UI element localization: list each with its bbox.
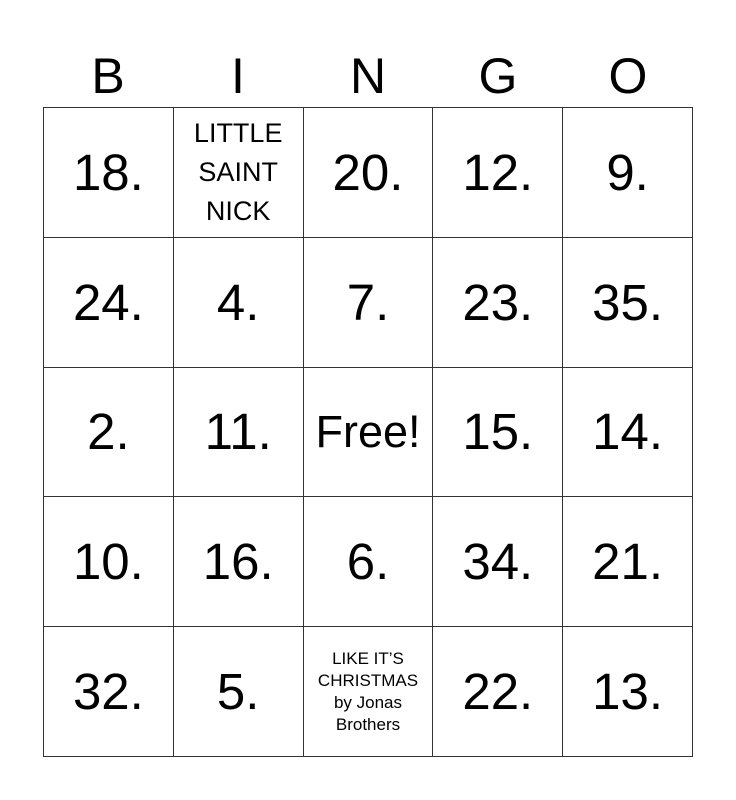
bingo-cell: [174, 627, 304, 757]
cell-text: 20.: [332, 143, 404, 201]
bingo-cell: [433, 497, 563, 627]
cell-text: 14.: [592, 403, 664, 461]
free-space-cell: [304, 368, 434, 498]
header-letter-n: N: [349, 48, 387, 104]
bingo-cell: [174, 108, 304, 238]
cell-text: 35.: [592, 273, 664, 331]
cell-text: 11.: [204, 403, 272, 461]
bingo-cell: [44, 108, 174, 238]
bingo-header: [43, 44, 693, 108]
cell-text: 12.: [462, 143, 534, 201]
header-letter-o: O: [608, 48, 648, 104]
bingo-cell: [44, 627, 174, 757]
cell-text: 5.: [216, 663, 260, 721]
bingo-cell: [44, 238, 174, 368]
cell-text: 34.: [462, 533, 534, 591]
cell-text: 10.: [72, 533, 144, 591]
bingo-cell: [174, 238, 304, 368]
header-letter-i: I: [231, 48, 245, 104]
cell-text: 15.: [462, 403, 534, 461]
bingo-cell: [44, 497, 174, 627]
bingo-cell: [174, 497, 304, 627]
cell-text: 6.: [346, 533, 390, 591]
cell-text: 7.: [346, 273, 390, 331]
cell-text: 23.: [462, 273, 534, 331]
cell-text: 13.: [592, 663, 664, 721]
bingo-cell: [563, 368, 693, 498]
bingo-cell: [433, 238, 563, 368]
cell-text: LITTLE SAINT NICK: [193, 117, 283, 226]
cell-text: 4.: [216, 273, 260, 331]
header-letter-b: B: [91, 48, 125, 104]
bingo-cell: [563, 238, 693, 368]
bingo-cell: [304, 238, 434, 368]
bingo-cell: [563, 108, 693, 238]
bingo-cell: [433, 368, 563, 498]
free-space-text: Free!: [315, 406, 421, 458]
cell-text: 24.: [72, 273, 144, 331]
bingo-cell: [563, 627, 693, 757]
bingo-cell: [304, 497, 434, 627]
bingo-cell: [174, 368, 304, 498]
bingo-cell: [304, 627, 434, 757]
cell-text: 22.: [462, 663, 534, 721]
cell-text: 16.: [202, 533, 274, 591]
bingo-cell: [44, 368, 174, 498]
cell-text: 21.: [592, 533, 664, 591]
bingo-cell: [563, 497, 693, 627]
cell-text: 9.: [606, 143, 649, 201]
cell-text: 2.: [87, 403, 130, 461]
cell-text: LIKE IT’S CHRISTMAS by Jonas Brothers: [317, 648, 419, 734]
bingo-grid: [43, 107, 693, 757]
cell-text: 32.: [72, 663, 144, 721]
bingo-cell: [304, 108, 434, 238]
header-letter-g: G: [478, 48, 518, 104]
cell-text: 18.: [72, 143, 144, 201]
bingo-cell: [433, 108, 563, 238]
bingo-cell: [433, 627, 563, 757]
